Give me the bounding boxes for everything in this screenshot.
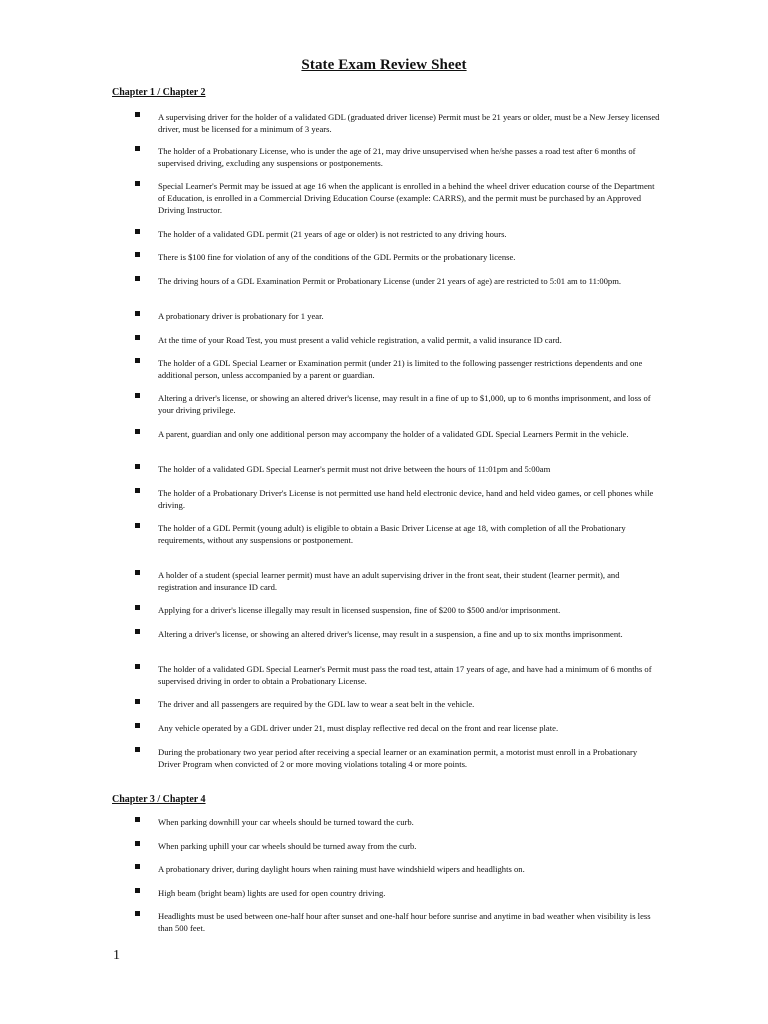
list-item: When parking uphill your car wheels should be turned away from the curb. xyxy=(135,840,660,852)
bullet-icon xyxy=(135,464,140,469)
bullet-icon xyxy=(135,393,140,398)
bullet-icon xyxy=(135,429,140,434)
bullet-icon xyxy=(135,629,140,634)
bullet-icon xyxy=(135,841,140,846)
list-item: A supervising driver for the holder of a validated GDL (graduated driver license) Permit must be 21 years or older, must be a New Jersey licensed driver, must be licensed for a minimum of 3 years. xyxy=(135,111,660,135)
bullet-icon xyxy=(135,335,140,340)
list-item: The holder of a Probationary License, who is under the age of 21, may drive unsupervised when he/she passes a road test after 6 months of supervised driving, excluding any suspensions or postponements. xyxy=(135,145,660,169)
bullet-icon xyxy=(135,488,140,493)
bullet-icon xyxy=(135,864,140,869)
list-item: A holder of a student (special learner permit) must have an adult supervising driver in the front seat, their student (learner permit), and registration and insurance ID card. xyxy=(135,569,660,593)
bullet-icon xyxy=(135,570,140,575)
bullet-icon xyxy=(135,523,140,528)
bullet-icon xyxy=(135,911,140,916)
page-title: State Exam Review Sheet xyxy=(301,57,467,73)
list-item: The driving hours of a GDL Examination Permit or Probationary License (under 21 years of age) are restricted to 5:01 am to 11:00pm. xyxy=(135,275,660,287)
bullet-icon xyxy=(135,605,140,610)
section-heading-chapter-3-4: Chapter 3 / Chapter 4 xyxy=(112,794,206,805)
list-item: There is $100 fine for violation of any of the conditions of the GDL Permits or the probationary license. xyxy=(135,251,660,263)
list-item: The holder of a Probationary Driver's License is not permitted use hand held electronic device, hand and held video games, or cell phones while driving. xyxy=(135,487,660,511)
bullet-icon xyxy=(135,112,140,117)
list-item: At the time of your Road Test, you must present a valid vehicle registration, a valid permit, a valid insurance ID card. xyxy=(135,334,660,346)
bullet-icon xyxy=(135,181,140,186)
list-item: Altering a driver's license, or showing an altered driver's license, may result in a fine of up to $1,000, up to 6 months imprisonment, and loss of your driving privilege. xyxy=(135,392,660,416)
list-item: The driver and all passengers are required by the GDL law to wear a seat belt in the vehicle. xyxy=(135,698,660,710)
bullet-icon xyxy=(135,747,140,752)
list-item: The holder of a GDL Permit (young adult) is eligible to obtain a Basic Driver License at age 18, with completion of all the Probationary requirements, without any suspensions or postponement. xyxy=(135,522,660,546)
list-item: A parent, guardian and only one additional person may accompany the holder of a validated GDL Special Learners Permit in the vehicle. xyxy=(135,428,660,440)
list-item: Any vehicle operated by a GDL driver under 21, must display reflective red decal on the front and rear license plate. xyxy=(135,722,660,734)
section-heading-chapter-1-2: Chapter 1 / Chapter 2 xyxy=(112,87,206,98)
list-item: The holder of a GDL Special Learner or Examination permit (under 21) is limited to the following passenger restrictions dependents and one additional person, unless accompanied by a parent or guardian. xyxy=(135,357,660,381)
bullet-icon xyxy=(135,664,140,669)
bullet-icon xyxy=(135,817,140,822)
list-item: A probationary driver, during daylight hours when raining must have windshield wipers and headlights on. xyxy=(135,863,660,875)
list-item: High beam (bright beam) lights are used for open country driving. xyxy=(135,887,660,899)
list-item: The holder of a validated GDL Special Learner's permit must not drive between the hours of 11:01pm and 5:00am xyxy=(135,463,660,475)
list-item: Applying for a driver's license illegally may result in licensed suspension, fine of $200 to $500 and/or imprisonment. xyxy=(135,604,660,616)
list-item: When parking downhill your car wheels should be turned toward the curb. xyxy=(135,816,660,828)
bullet-icon xyxy=(135,699,140,704)
list-item: Special Learner's Permit may be issued at age 16 when the applicant is enrolled in a behind the wheel driver education course of the Department of Education, is enrolled in a Commercial Driving Education Course (example: CARRS), and the permit must be purchased by an Approved Driving Instructor. xyxy=(135,180,660,216)
list-item: During the probationary two year period after receiving a special learner or an examination permit, a motorist must enroll in a Probationary Driver Program when convicted of 2 or more moving violations totaling 4 or more points. xyxy=(135,746,660,770)
bullet-icon xyxy=(135,311,140,316)
list-item: A probationary driver is probationary for 1 year. xyxy=(135,310,660,322)
list-item: Altering a driver's license, or showing an altered driver's license, may result in a suspension, a fine and up to six months imprisonment. xyxy=(135,628,660,640)
list-item: Headlights must be used between one-half hour after sunset and one-half hour before sunrise and anytime in bad weather when visibility is less than 500 feet. xyxy=(135,910,660,934)
bullet-icon xyxy=(135,358,140,363)
bullet-icon xyxy=(135,723,140,728)
bullet-icon xyxy=(135,146,140,151)
page-number: 1 xyxy=(113,948,120,963)
bullet-icon xyxy=(135,888,140,893)
bullet-icon xyxy=(135,229,140,234)
list-item: The holder of a validated GDL Special Learner's Permit must pass the road test, attain 17 years of age, and have had a minimum of 6 months of supervised driving in order to obtain a Probationary License. xyxy=(135,663,660,687)
bullet-icon xyxy=(135,252,140,257)
list-item: The holder of a validated GDL permit (21 years of age or older) is not restricted to any driving hours. xyxy=(135,228,660,240)
bullet-icon xyxy=(135,276,140,281)
